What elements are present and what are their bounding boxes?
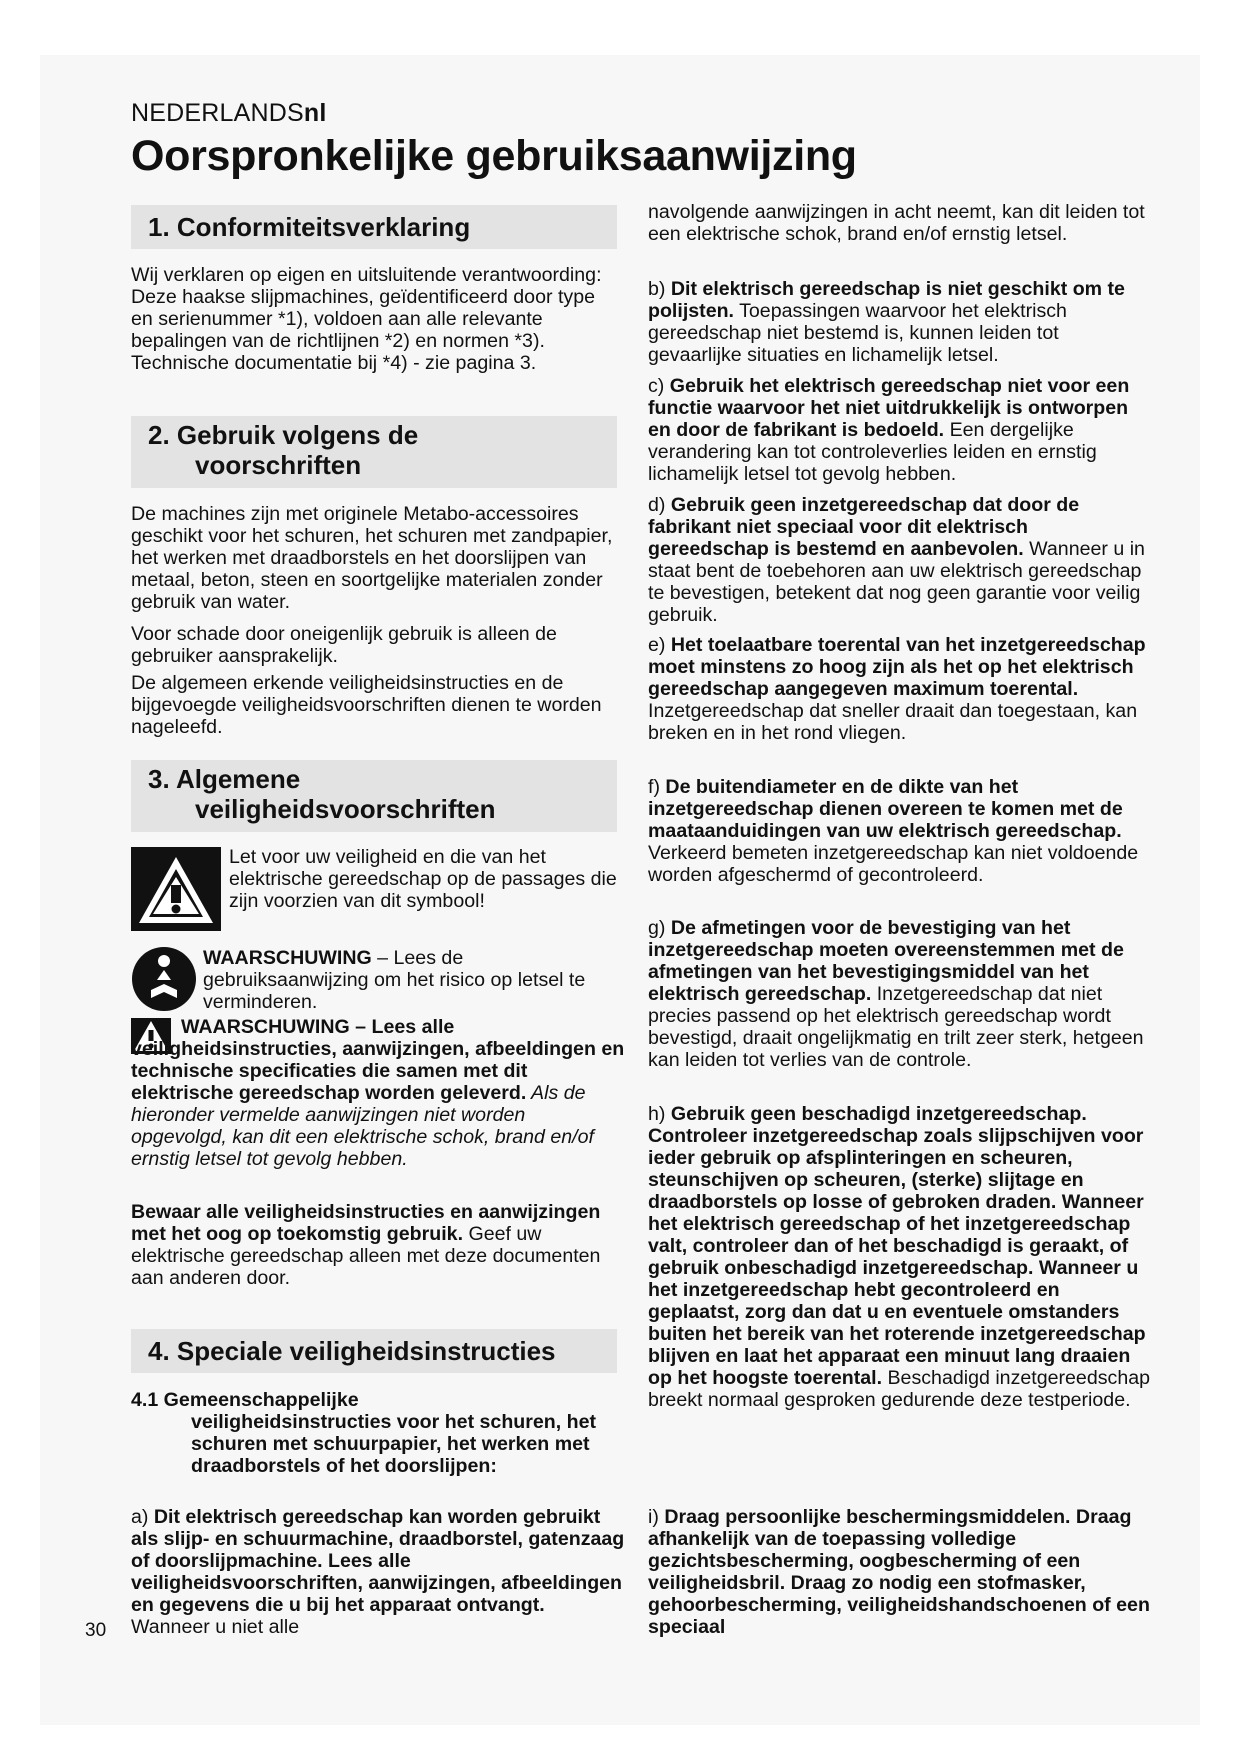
subsection-4-1: 4.1 Gemeenschappelijke veiligheidsinstructies voor het schuren, het schuren met schuurpapier, het werken met draadborstels of het doorslijpen: — [131, 1389, 597, 1477]
instruction-d: d) Gebruik geen inzetgereedschap dat door de fabrikant niet speciaal voor dit elektrisch gereedschap is bestemd en aanbevolen. Wanneer u in staat bent de toebehoren aan uw elektrisch gereedschap te bevestigen, betekent dat nog geen garantie voor veilig gebruik. — [648, 494, 1145, 626]
instruction-a: a) Dit elektrisch gereedschap kan worden gebruikt als slijp- en schuurmachine, draadborstel, gatenzaag of doorslijpmachine. Lees alle veiligheidsvoorschriften, aanwijzingen, afbeeldingen en gegevens die u bij het apparaat ontvangt. Wanneer u niet alle — [131, 1506, 625, 1638]
section-1-text: Wij verklaren op eigen en uitsluitende verantwoording: Deze haakse slijpmachines, geïdentificeerd door type en serienummer *1), voldoen aan alle relevante bepalingen van de richtlijnen *2) en normen *3). Technische documentatie bij *4) - zie pagina 3. — [131, 264, 602, 374]
instruction-f: f) De buitendiameter en de dikte van het inzetgereedschap dienen overeen te komen met de maataanduidingen van uw elektrisch gereedschap. Verkeerd bemeten inzetgereedschap kan niet voldoende worden afgeschermd of gecontroleerd. — [648, 776, 1139, 886]
keep-instructions: Bewaar alle veiligheidsinstructies en aanwijzingen met het oog op toekomstig gebruik. Geef uw elektrische gereedschap alleen met deze documenten aan anderen door. — [131, 1201, 601, 1289]
instruction-i: i) Draag persoonlijke beschermingsmiddelen. Draag afhankelijk van de toepassing volledige gezichtsbescherming, oogbescherming of een veiligheidsbril. Draag zo nodig een stofmasker, gehoorbescherming, veiligheidshandschoenen of een speciaal — [648, 1506, 1150, 1638]
instruction-a-continued: navolgende aanwijzingen in acht neemt, kan dit leiden tot een elektrische schok, brand en/of ernstig letsel. — [648, 201, 1145, 245]
section-2-paragraph-3: De algemeen erkende veiligheidsinstructies en de bijgevoegde veiligheidsvoorschriften dienen te worden nageleefd. — [131, 672, 602, 738]
page-title: Oorspronkelijke gebruiksaanwijzing — [131, 132, 857, 180]
section-heading-4: 4. Speciale veiligheidsinstructies — [131, 1329, 617, 1373]
section-2-paragraph-2: Voor schade door oneigenlijk gebruik is alleen de gebruiker aansprakelijk. — [131, 623, 557, 667]
general-warning: WAARSCHUWING – Lees alle veiligheidsinstructies, aanwijzingen, afbeeldingen en technische specificaties die samen met dit elektrische gereedschap worden geleverd. Als de hieronder vermelde aanwijzingen niet worden opgevolgd, kan dit een elektrische schok, brand en/of ernstig letsel tot gevolg hebben. — [131, 1016, 625, 1170]
read-manual-warning: WAARSCHUWING – Lees de gebruiksaanwijzing om het risico op letsel te verminderen. — [203, 947, 586, 1013]
read-manual-icon — [131, 946, 197, 1012]
language-label: NEDERLANDSnl — [131, 99, 327, 127]
instruction-c: c) Gebruik het elektrisch gereedschap niet voor een functie waarvoor het niet uitdrukkelijk is ontworpen en door de fabrikant is bedoeld. Een dergelijke verandering kan tot controleverlies leiden en ernstig lichamelijk letsel tot gevolg hebben. — [648, 375, 1130, 485]
instruction-e: e) Het toelaatbare toerental van het inzetgereedschap moet minstens zo hoog zijn als het op het elektrisch gereedschap aangegeven maximum toerental. Inzetgereedschap dat sneller draait dan toegestaan, kan breken en in het rond vliegen. — [648, 634, 1146, 744]
instruction-h: h) Gebruik geen beschadigd inzetgereedschap. Controleer inzetgereedschap zoals slijpschijven voor ieder gebruik op afsplinteringen en scheuren, steunschijven op scheuren, (sterke) slijtage en draadborstels op losse of gebroken draden. Wanneer het elektrisch gereedschap of het inzetgereedschap valt, controleer dan of het beschadigd is geraakt, of gebruik onbeschadigd inzetgereedschap. Wanneer u het inzetgereedschap hebt gecontroleerd en geplaatst, zorg dan dat u en eventuele omstanders buiten het bereik van het roterende inzetgereedschap blijven en laat het apparaat een minuut lang draaien op het hoogste toerental. Beschadigd inzetgereedschap breekt normaal gesproken gedurende deze testperiode. — [648, 1103, 1151, 1411]
instruction-g: g) De afmetingen voor de bevestiging van het inzetgereedschap moeten overeenstemmen met de afmetingen van het bevestigingsmiddel van het elektrisch gereedschap. Inzetgereedschap dat niet precies passend op het elektrisch gereedschap wordt bevestigd, draait ongelijkmatig en trilt zeer sterk, hetgeen kan leiden tot verlies van de controle. — [648, 917, 1144, 1071]
section-heading-2: 2. Gebruik volgens de voorschriften — [131, 416, 617, 488]
instruction-b: b) Dit elektrisch gereedschap is niet geschikt om te polijsten. Toepassingen waarvoor het elektrisch gereedschap niet bestemd is, kunnen leiden tot gevaarlijke situaties en lichamelijk letsel. — [648, 278, 1125, 366]
section-heading-1: 1. Conformiteitsverklaring — [131, 205, 617, 249]
section-2-paragraph-1: De machines zijn met originele Metabo-accessoires geschikt voor het schuren, het schuren met zandpapier, het werken met draadborstels en het doorslijpen van metaal, beton, steen en soortgelijke materialen zonder gebruik van water. — [131, 503, 613, 613]
section-heading-3: 3. Algemene veiligheidsvoorschriften — [131, 760, 617, 832]
warning-triangle-icon — [131, 847, 221, 931]
page-number: 30 — [85, 1620, 107, 1641]
symbol-explanation: Let voor uw veiligheid en die van het elektrische gereedschap op de passages die zijn voorzien van dit symbool! — [229, 846, 617, 912]
